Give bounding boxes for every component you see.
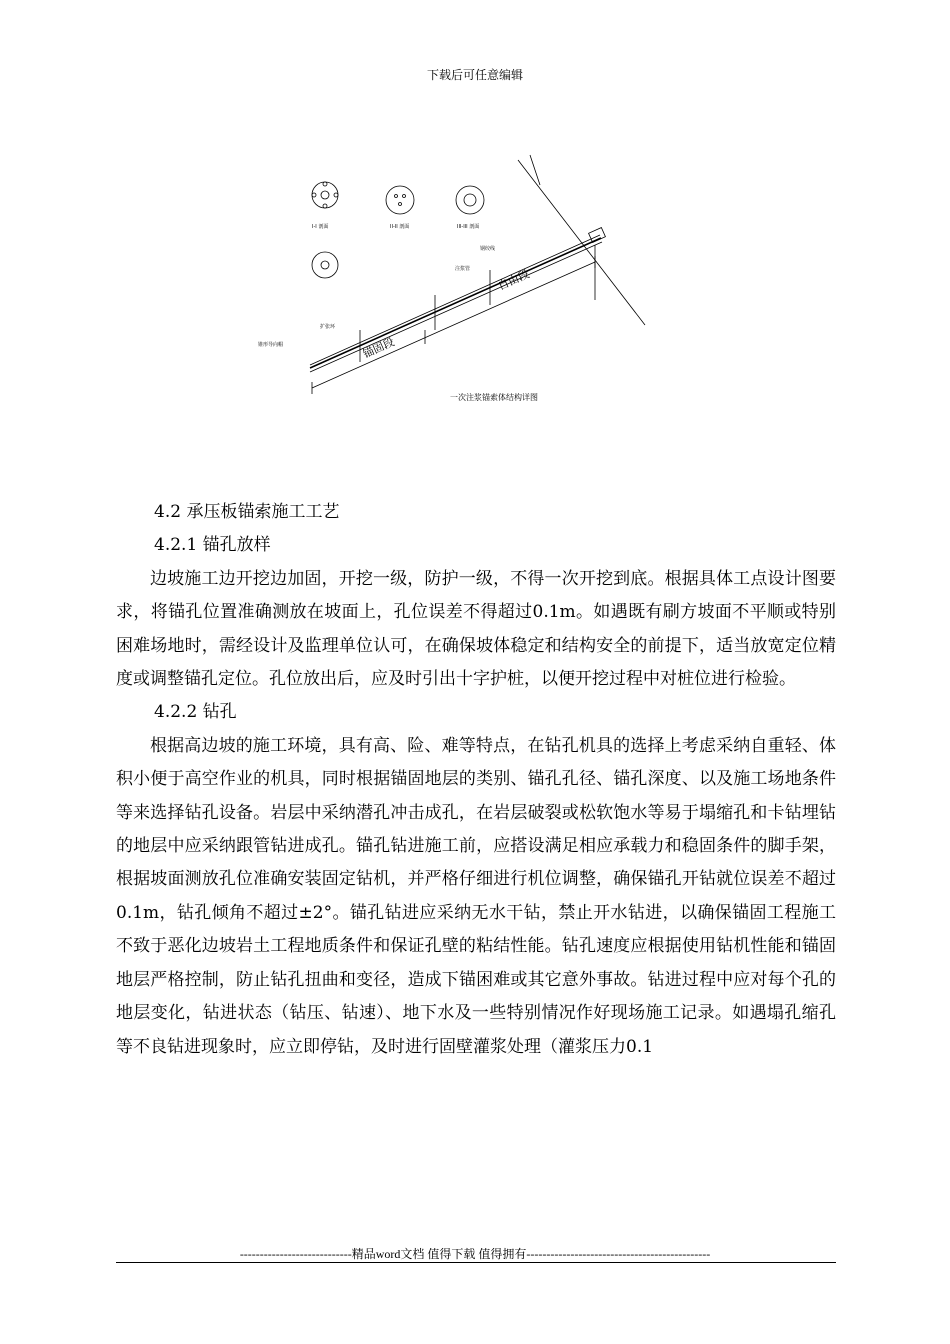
cable-body-bottom [310, 242, 602, 372]
section-heading: 4.2.1 锚孔放样 [154, 535, 271, 556]
anchor-section-label: 锚固段 [360, 335, 397, 361]
spacer-detail-circle [312, 252, 338, 278]
document-body [116, 496, 836, 1064]
section-heading: 4.2.2 钻孔 [154, 702, 237, 723]
section-heading: 4.2 承压板锚索施工工艺 [154, 502, 340, 522]
section-3-label: III-III 剖面 [457, 224, 480, 230]
section-2-label: II-II 剖面 [390, 224, 410, 230]
cable-body-top [310, 235, 600, 365]
free-section-label: 自由段 [495, 267, 532, 293]
paragraph: 边坡施工边开挖边加固，开挖一级，防护一级，不得一次开挖到底。根据具体工点设计图要求，将锚孔位置准确测放在坡面上，孔位误差不得超过0.1m。如遇既有刷方坡面不平顺或特别困难场地时，需经设计及监理单位认可，在确保坡体稳定和结构安全的前提下，适当放宽定位精度或调整锚孔定位。孔位放出后，应及时引出十字护桩，以便开挖过程中对桩位进行检验。 [116, 568, 836, 690]
section-2-circle [386, 186, 414, 214]
spacer-label: 扩张环 [320, 324, 336, 330]
grout-pipe-label: 注浆管 [455, 266, 471, 272]
section-1-label: I-I 剖面 [312, 224, 329, 230]
page-header: 下载后可任意编辑 [426, 68, 523, 82]
anchor-cable-diagram [250, 150, 670, 410]
figure-caption: 一次注浆锚索体结构详图 [450, 393, 538, 402]
section-3-circle [456, 186, 484, 214]
paragraph: 根据高边坡的施工环境，具有高、险、难等特点，在钻孔机具的选择上考虑采纳自重轻、体积小便于高空作业的机具，同时根据锚固地层的类别、锚孔孔径、锚孔深度、以及施工场地条件等来选择钻孔设备。岩层中采纳潜孔冲击成孔，在岩层破裂或松软饱水等易于塌缩孔和卡钻埋钻的地层中应采纳跟管钻进成孔。锚孔钻进施工前，应搭设满足相应承载力和稳固条件的脚手架，根据坡面测放孔位准确安装固定钻机，并严格仔细进行机位调整，确保锚孔开钻就位误差不超过0.1m，钻孔倾角不超过±2°。锚孔钻进应采纳无水干钻，禁止开水钻进，以确保锚固工程施工不致于恶化边坡岩土工程地质条件和保证孔壁的粘结性能。钻孔速度应根据使用钻机性能和锚固地层严格控制，防止钻孔扭曲和变径，造成下锚困难或其它意外事故。钻进过程中应对每个孔的地层变化，钻进状态（钻压、钻速）、地下水及一些特别情况作好现场施工记录。如遇塌孔缩孔等不良钻进现象时，应立即停钻，及时进行固壁灌浆处理（灌浆压力0.1 [116, 735, 836, 1057]
anchor-head [589, 228, 606, 243]
tip-label: 锥形导向帽 [258, 342, 284, 348]
strand-label: 钢绞线 [480, 246, 496, 252]
page-footer: ----------------------------精品word文档 值得下载 值得拥有---------------------------------------------- [239, 1247, 711, 1261]
footer-rule [116, 1262, 836, 1263]
